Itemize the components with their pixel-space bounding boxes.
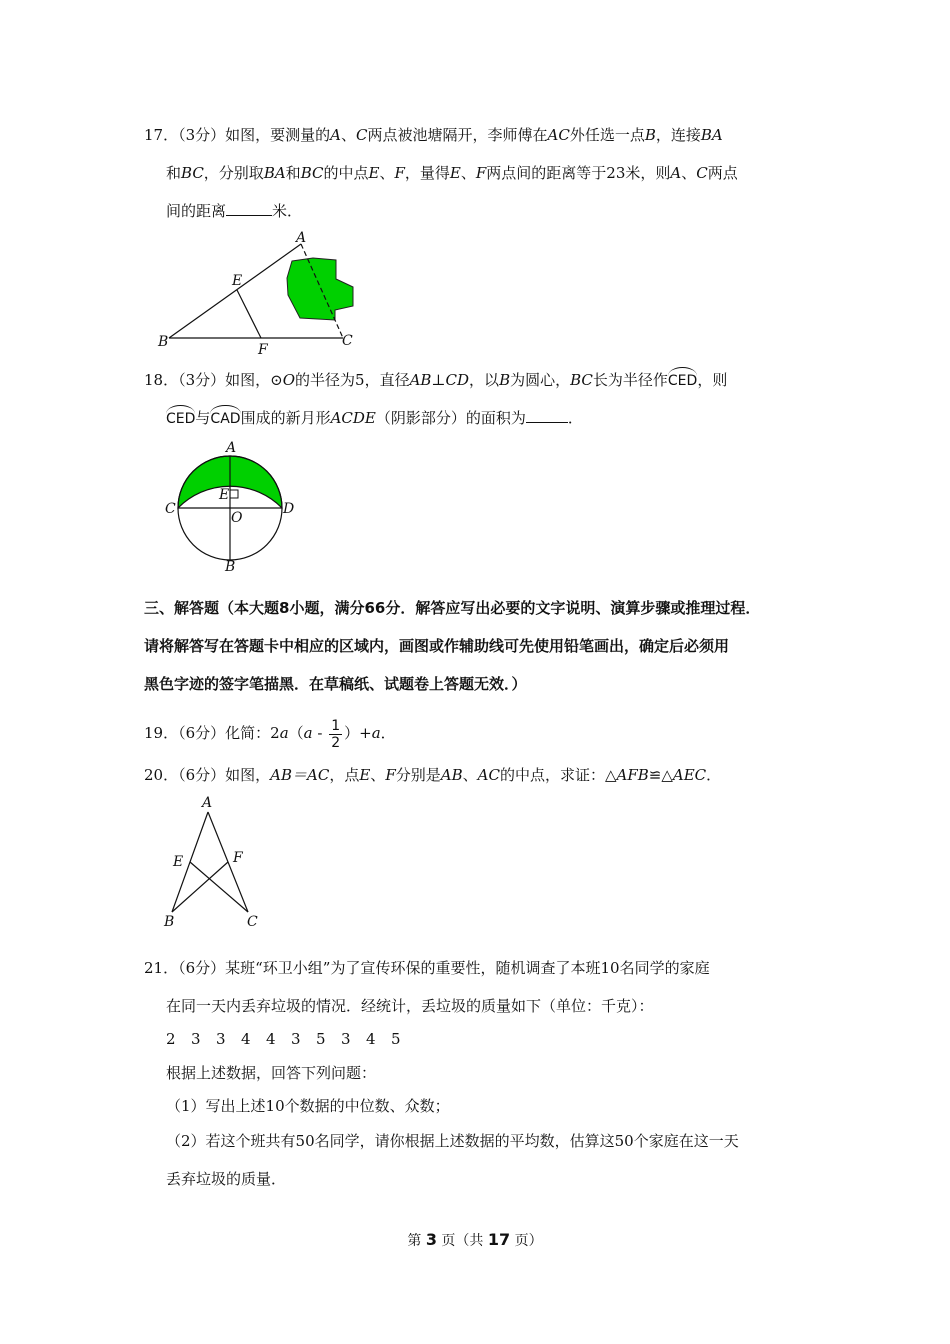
q21-part1: （1）写出上述10个数据的中位数、众数；: [166, 1097, 450, 1115]
fraction-one-half: $\frac{1}{2}$: [331, 717, 341, 751]
q21-part2: （2）若这个班共有50名同学，请你根据上述数据的平均数，估算这50个家庭在这一天: [166, 1132, 739, 1150]
section3-line3: 黑色字迹的签字笔描黑．在草稿纸、试题卷上答题无效．）: [144, 675, 527, 693]
label-B: B: [164, 914, 175, 930]
label-B: B: [158, 334, 169, 350]
q19-score: （6分）: [178, 724, 226, 742]
q21-number: 21．: [144, 959, 179, 977]
answer-blank: [526, 408, 568, 423]
q20-figure: [158, 794, 268, 930]
q17-line2: 和BC，分别取BA和BC的中点E、F，量得E、F两点间的距离等于23米，则A、C两点: [166, 164, 738, 182]
q17-line3: 间的距离 米．: [166, 202, 303, 220]
q18-line1: 18．（3分）如图，⊙O的半径为5，直径AB⊥CD，以B为圆心，BC长为半径作CED，则: [144, 367, 727, 391]
label-E: E: [232, 273, 243, 289]
label-C: C: [247, 914, 258, 930]
q20-number: 20．: [144, 766, 179, 784]
section3-line1: 三、解答题（本大题8小题，满分66分．解答应写出必要的文字说明、演算步骤或推理过程．: [144, 599, 761, 617]
q20-score: （6分）: [178, 766, 226, 784]
q17-number: 17．: [144, 126, 179, 144]
q18-figure: [160, 438, 300, 572]
section3-line2: 请将解答写在答题卡中相应的区域内，画图或作辅助线可先使用铅笔画出，确定后必须用: [144, 637, 730, 655]
label-E: E: [219, 487, 230, 503]
q17-score: （3分）: [178, 126, 226, 144]
q19-number: 19．: [144, 724, 179, 742]
line-EF: [237, 290, 261, 338]
q18-score: （3分）: [178, 371, 226, 389]
label-A: A: [296, 230, 307, 246]
label-C: C: [342, 333, 353, 349]
q21-line1: 21．（6分）某班“环卫小组”为了宣传环保的重要性，随机调查了本班10名同学的家庭: [144, 959, 710, 977]
q21-score: （6分）: [178, 959, 226, 977]
q19-line: 19．（6分）化简：2a（a - $\frac{1}{2}$ ）+a．: [144, 717, 396, 751]
right-angle-mark: [230, 490, 238, 498]
label-F: F: [258, 342, 268, 356]
line-BA: [169, 244, 301, 338]
q21-data-row: 2 3 3 4 4 3 5 3 4 5: [166, 1030, 401, 1048]
q17-figure: [155, 228, 365, 356]
q21-line2: 在同一天内丢弃垃圾的情况．经统计，丢垃圾的质量如下（单位：千克）：: [166, 997, 654, 1015]
arc-CED: CED: [668, 367, 697, 391]
page-number: 3: [425, 1230, 437, 1249]
q20-line: 20．（6分）如图，AB＝AC，点E、F分别是AB、AC的中点，求证：△AFB≌△AEC．: [144, 766, 722, 784]
answer-blank: [226, 201, 272, 216]
pond-shape: [287, 258, 353, 320]
label-E: E: [173, 854, 184, 870]
q21-line4: 根据上述数据，回答下列问题：: [166, 1064, 377, 1082]
label-C: C: [165, 501, 176, 517]
page-footer: 第 3 页（共 17 页）: [407, 1230, 543, 1249]
label-B: B: [225, 559, 236, 572]
q18-number: 18．: [144, 371, 179, 389]
q18-line2: CED与CAD围成的新月形ACDE（阴影部分）的面积为 ．: [166, 405, 583, 429]
label-D: D: [283, 501, 295, 517]
arc-CAD: CAD: [210, 405, 240, 429]
q17-line1: 17．（3分）如图，要测量的A、C两点被池塘隔开，李师傅在AC外任选一点B，连接BA: [144, 126, 723, 144]
page-total: 17: [487, 1230, 511, 1249]
label-O: O: [231, 510, 243, 526]
label-A: A: [202, 795, 213, 811]
label-A: A: [226, 440, 237, 456]
arc-CED-2: CED: [166, 405, 195, 429]
q21-part2-cont: 丢弃垃圾的质量．: [166, 1170, 287, 1188]
label-F: F: [233, 850, 243, 866]
